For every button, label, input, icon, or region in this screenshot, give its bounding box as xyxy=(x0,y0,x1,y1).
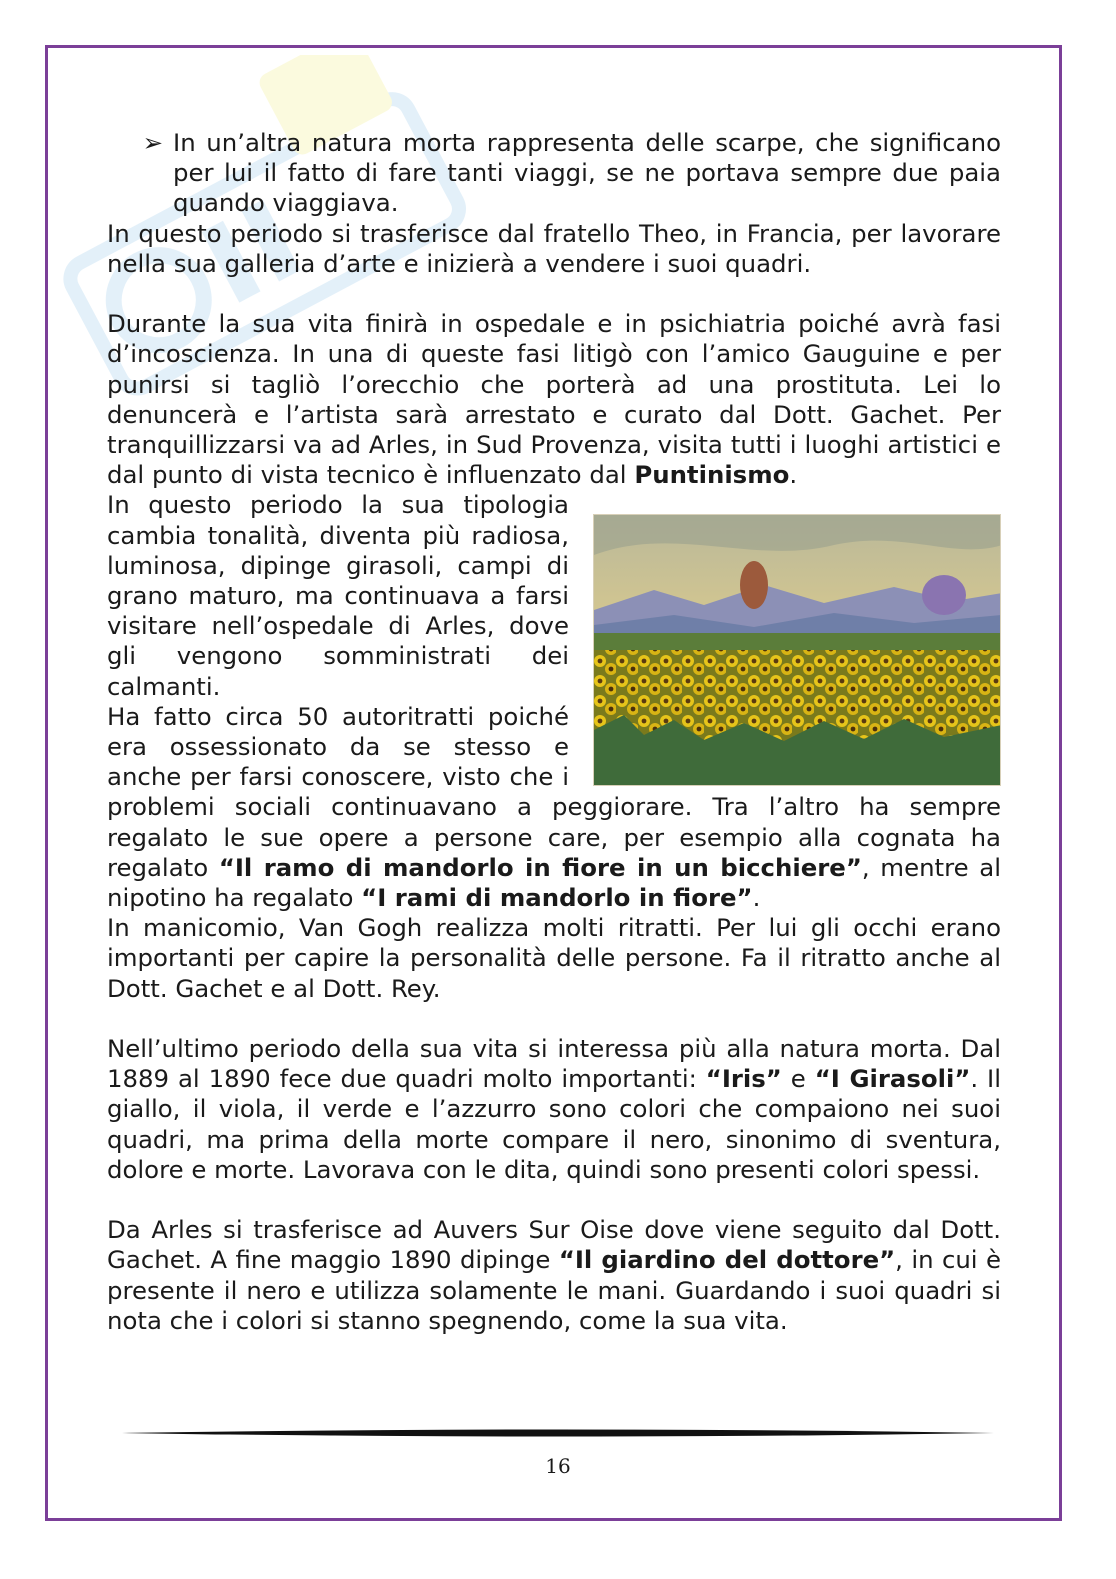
paragraph-ultimo-periodo: Nell’ultimo periodo della sua vita si interessa più alla natura morta. Dal 1889 al 1890 fece due quadri molto importanti: “Iris” e “I Girasoli”. Il giallo, il viola, il verde e l’azzurro sono colori che compaiono nei suoi quadri, ma prima della morte compare il nero, sinonimo di sventura, dolore e morte. Lavorava con le dita, quindi sono presenti colori spessi. xyxy=(107,1034,1001,1184)
bullet-item xyxy=(107,128,1001,219)
page-number: 16 xyxy=(545,1454,571,1478)
sunflower-painting-image xyxy=(593,514,1001,786)
paragraph-theo: In questo periodo si trasferisce dal fratello Theo, in Francia, per lavorare nella sua galleria d’arte e inizierà a vendere i suoi quadri. xyxy=(107,218,1001,278)
paragraph-manicomio: In manicomio, Van Gogh realizza molti ritratti. Per lui gli occhi erano importanti per capire la personalità delle persone. Fa il ritratto anche al Dott. Gachet e al Dott. Rey. xyxy=(107,913,1001,1003)
arrow-bullet-icon: ➢ xyxy=(142,128,163,157)
paragraph-tipologia: In questo periodo la sua tipologia cambia tonalità, diventa più radiosa, luminosa, dipinge girasoli, campi di grano maturo, ma continuava a farsi visitare nell’ospedale di Arles, dove gli vengono somministrati dei calmanti. xyxy=(107,490,569,701)
title-rami-mandorlo: “I rami di mandorlo in fiore” xyxy=(361,883,753,913)
paragraph-auvers: Da Arles si trasferisce ad Auvers Sur Oise dove viene seguito dal Dott. Gachet. A fine maggio 1890 dipinge “Il giardino del dottore”, in cui è presente il nero e utilizza solamente le mani. Guardando i suoi quadri si nota che i colori si stanno spegnendo, come la sua vita. xyxy=(107,1215,1001,1335)
title-iris: “Iris” xyxy=(705,1064,782,1094)
bullet-text: In un’altra natura morta rappresenta delle scarpe, che significano per lui il fatto di fare tanti viaggi, se ne portava sempre due paia quando viaggiava. xyxy=(173,128,1001,218)
document-body xyxy=(107,128,1001,1336)
paragraph-autoritratti: Ha fatto circa 50 autoritratti poiché era ossessionato da se stesso e anche per farsi conoscere, visto che i problemi sociali continuavano a peggiorare. Tra l’altro ha sempre regalato le sue opere a persone care, per esempio alla cognata ha regalato “Il ramo di mandorlo in fiore in un bicchiere”, mentre al nipotino ha regalato “I rami di mandorlo in fiore”. xyxy=(107,701,1001,913)
footer-divider xyxy=(122,1428,994,1438)
title-giardino-dottore: “Il giardino del dottore” xyxy=(558,1245,896,1275)
title-ramo-mandorlo-bicchiere: “Il ramo di mandorlo in fiore in un bicchiere” xyxy=(218,852,862,882)
term-puntinismo: Puntinismo xyxy=(634,460,790,490)
title-girasoli: “I Girasoli” xyxy=(814,1064,971,1094)
paragraph-ospedale: Durante la sua vita finirà in ospedale e in psichiatria poiché avrà fasi d’incoscienza. In una di queste fasi litigò con l’amico Gauguine e per punirsi si tagliò l’orecchio che porterà ad una prostituta. Lei lo denuncerà e l’artista sarà arrestato e curato dal Dott. Gachet. Per tranquillizzarsi va ad Arles, in Sud Provenza, visita tutti i luoghi artistici e dal punto di vista tecnico è influenzato dal Puntinismo. xyxy=(107,309,1001,490)
